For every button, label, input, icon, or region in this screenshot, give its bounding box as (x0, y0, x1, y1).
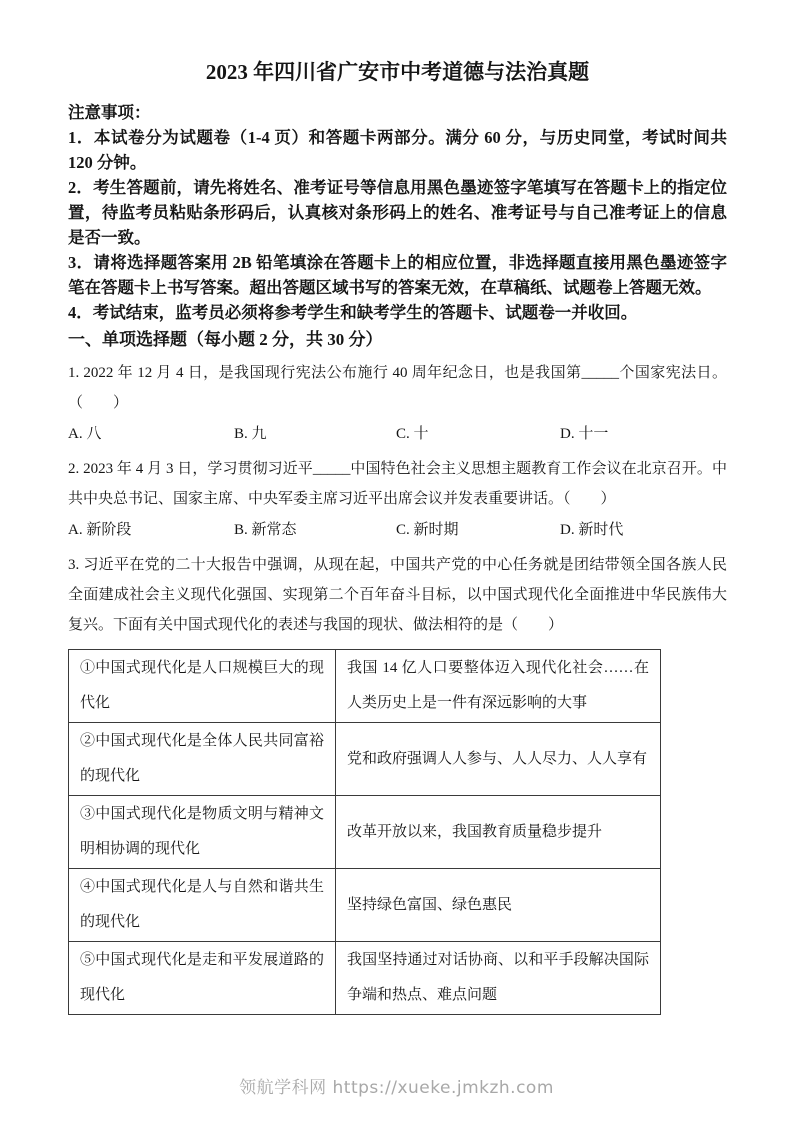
notice-item-2: 2．考生答题前，请先将姓名、准考证号等信息用黑色墨迹签字笔填写在答题卡上的指定位置，待监考员粘贴条形码后，认真核对条形码上的姓名、准考证号与自己准考证上的信息是否一致。 (68, 178, 727, 247)
table-cell-statement: ④中国式现代化是人与自然和谐共生的现代化 (69, 869, 336, 942)
table-cell-fact: 我国 14 亿人口要整体迈入现代化社会……在人类历史上是一件有深远影响的大事 (336, 650, 661, 723)
question-2-options (68, 515, 727, 545)
table-row (69, 723, 661, 796)
question-3 (68, 550, 727, 1015)
notice-item-4: 4．考试结束，监考员必须将参考学生和缺考学生的答题卡、试题卷一并收回。 (68, 303, 638, 322)
table-cell-fact: 党和政府强调人人参与、人人尽力、人人享有 (336, 723, 661, 796)
question-1-option-a: A. 八 (68, 426, 102, 442)
notice-section (68, 100, 727, 325)
question-2 (68, 454, 727, 545)
question-1-option-d: D. 十一 (560, 426, 609, 442)
section-heading-multiple-choice: 一、单项选择题（每小题 2 分，共 30 分） (68, 330, 383, 349)
question-2-text: 2. 2023 年 4 月 3 日，学习贯彻习近平_____中国特色社会主义思想主题教育工作会议在北京召开。中共中央总书记、国家主席、中央军委主席习近平出席会议并发表重要讲话。（ ） (68, 461, 727, 507)
table-cell-fact: 坚持绿色富国、绿色惠民 (336, 869, 661, 942)
question-2-option-c: C. 新时期 (396, 522, 459, 538)
notice-item-3: 3．请将选择题答案用 2B 铅笔填涂在答题卡上的相应位置，非选择题直接用黑色墨迹签字笔在答题卡上书写答案。超出答题区域书写的答案无效，在草稿纸、试题卷上答题无效。 (68, 253, 727, 297)
table-row (69, 796, 661, 869)
question-2-option-a: A. 新阶段 (68, 522, 132, 538)
question-1-text: 1. 2022 年 12 月 4 日，是我国现行宪法公布施行 40 周年纪念日，也是我国第_____个国家宪法日。（ ） (68, 365, 727, 411)
table-cell-fact: 我国坚持通过对话协商、以和平手段解决国际争端和热点、难点问题 (336, 942, 661, 1015)
table-row (69, 650, 661, 723)
question-1-option-c: C. 十 (396, 426, 429, 442)
page-title: 2023 年四川省广安市中考道德与法治真题 (205, 60, 590, 84)
question-3-text: 3. 习近平在党的二十大报告中强调，从现在起，中国共产党的中心任务就是团结带领全国各族人民全面建成社会主义现代化强国、实现第二个百年奋斗目标，以中国式现代化全面推进中华民族伟大复兴。下面有关中国式现代化的表述与我国的现状、做法相符的是（ ） (68, 557, 727, 633)
table-cell-statement: ②中国式现代化是全体人民共同富裕的现代化 (69, 723, 336, 796)
footer-watermark: 领航学科网 https://xueke.jmkzh.com (239, 1078, 554, 1098)
question-2-option-d: D. 新时代 (560, 522, 624, 538)
table-cell-statement: ①中国式现代化是人口规模巨大的现代化 (69, 650, 336, 723)
question-1-options (68, 419, 727, 449)
question-1-option-b: B. 九 (234, 426, 267, 442)
notice-item-1: 1．本试卷分为试题卷（1-4 页）和答题卡两部分。满分 60 分，与历史同堂，考试时间共 120 分钟。 (68, 128, 727, 172)
notice-heading: 注意事项： (68, 103, 151, 122)
question-3-table (68, 649, 661, 1015)
question-2-option-b: B. 新常态 (234, 522, 297, 538)
table-cell-fact: 改革开放以来，我国教育质量稳步提升 (336, 796, 661, 869)
table-cell-statement: ⑤中国式现代化是走和平发展道路的现代化 (69, 942, 336, 1015)
table-row (69, 869, 661, 942)
table-row (69, 942, 661, 1015)
table-cell-statement: ③中国式现代化是物质文明与精神文明相协调的现代化 (69, 796, 336, 869)
question-1 (68, 358, 727, 449)
